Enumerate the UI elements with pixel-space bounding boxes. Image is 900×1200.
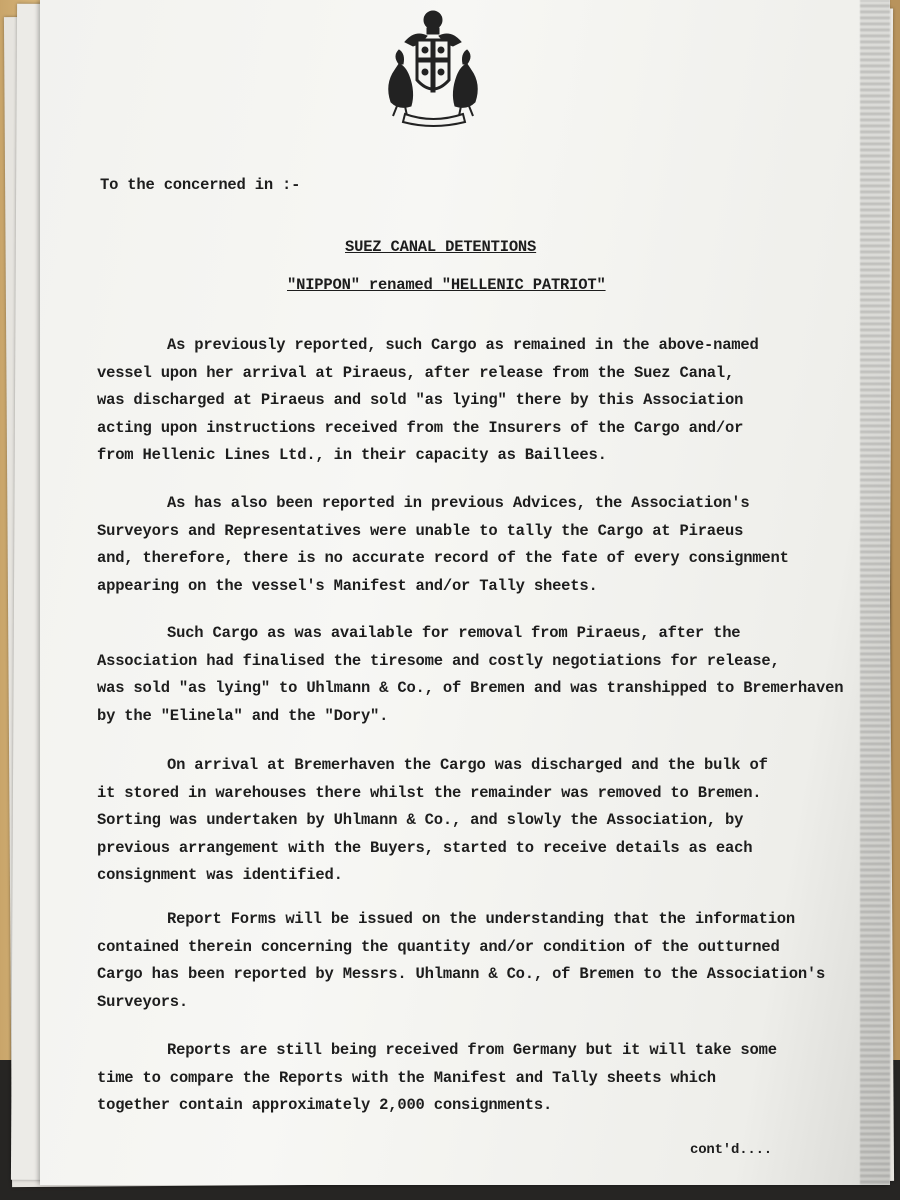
paragraph-line: vessel upon her arrival at Piraeus, after release from the Suez Canal, [97, 363, 735, 382]
paragraph [97, 490, 789, 600]
paragraph-line: consignment was identified. [97, 866, 343, 884]
paragraph-line: and, therefore, there is no accurate record of the fate of every consignment [97, 549, 789, 567]
paragraph [97, 906, 825, 1016]
document-subheading: "NIPPON" renamed "HELLENIC PATRIOT" [287, 276, 606, 294]
paragraph-line: Such Cargo as was available for removal from Piraeus, after the [167, 624, 741, 642]
paragraph-line: time to compare the Reports with the Manifest and Tally sheets which [97, 1068, 716, 1087]
paragraph-line: On arrival at Bremerhaven the Cargo was discharged and the bulk of [167, 756, 768, 774]
paragraph-line: Surveyors and Representatives were unable to tally the Cargo at Piraeus [97, 521, 744, 540]
paragraph-line: was discharged at Piraeus and sold "as lying" there by this Association [97, 391, 744, 409]
paragraph-line: from Hellenic Lines Ltd., in their capacity as Baillees. [97, 446, 607, 464]
paragraph-line: Association had finalised the tiresome and costly negotiations for release, [97, 651, 780, 670]
paragraph [97, 620, 843, 730]
paragraph-line: contained therein concerning the quantity and/or condition of the outturned [97, 937, 780, 956]
continued-marker: cont'd.... [690, 1142, 773, 1158]
paragraph-line: previous arrangement with the Buyers, started to receive details as each [97, 838, 753, 857]
paragraph-line: Cargo has been reported by Messrs. Uhlmann & Co., of Bremen to the Association's [97, 965, 826, 983]
paragraph [97, 752, 768, 890]
paragraph-line: appearing on the vessel's Manifest and/or Tally sheets. [97, 576, 598, 595]
paragraph-line: Sorting was undertaken by Uhlmann & Co., and slowly the Association, by [97, 811, 744, 829]
document-heading: SUEZ CANAL DETENTIONS [345, 238, 537, 256]
paragraph [97, 1037, 777, 1120]
paragraph-line: acting upon instructions received from the Insurers of the Cargo and/or [97, 418, 744, 437]
paragraph-line: was sold "as lying" to Uhlmann & Co., of Bremen and was transhipped to Bremerhaven [97, 679, 844, 697]
paragraph-line: together contain approximately 2,000 consignments. [97, 1096, 553, 1114]
coat-of-arms-icon [375, 6, 495, 128]
paragraph-line: it stored in warehouses there whilst the remainder was removed to Bremen. [97, 783, 762, 802]
paragraph [97, 332, 759, 470]
paragraph-line: As previously reported, such Cargo as remained in the above-named [167, 336, 759, 354]
paragraph-line: Report Forms will be issued on the understanding that the information [167, 910, 796, 928]
document-page [40, 0, 890, 1185]
paragraph-line: Surveyors. [97, 992, 189, 1011]
paragraph-line: Reports are still being received from Germany but it will take some [167, 1041, 777, 1059]
paragraph-line: As has also been reported in previous Advices, the Association's [167, 494, 750, 512]
photocopy-edge-shadow [860, 0, 890, 1185]
paragraph-line: by the "Elinela" and the "Dory". [97, 706, 389, 725]
addressee-line: To the concerned in :- [100, 176, 301, 194]
